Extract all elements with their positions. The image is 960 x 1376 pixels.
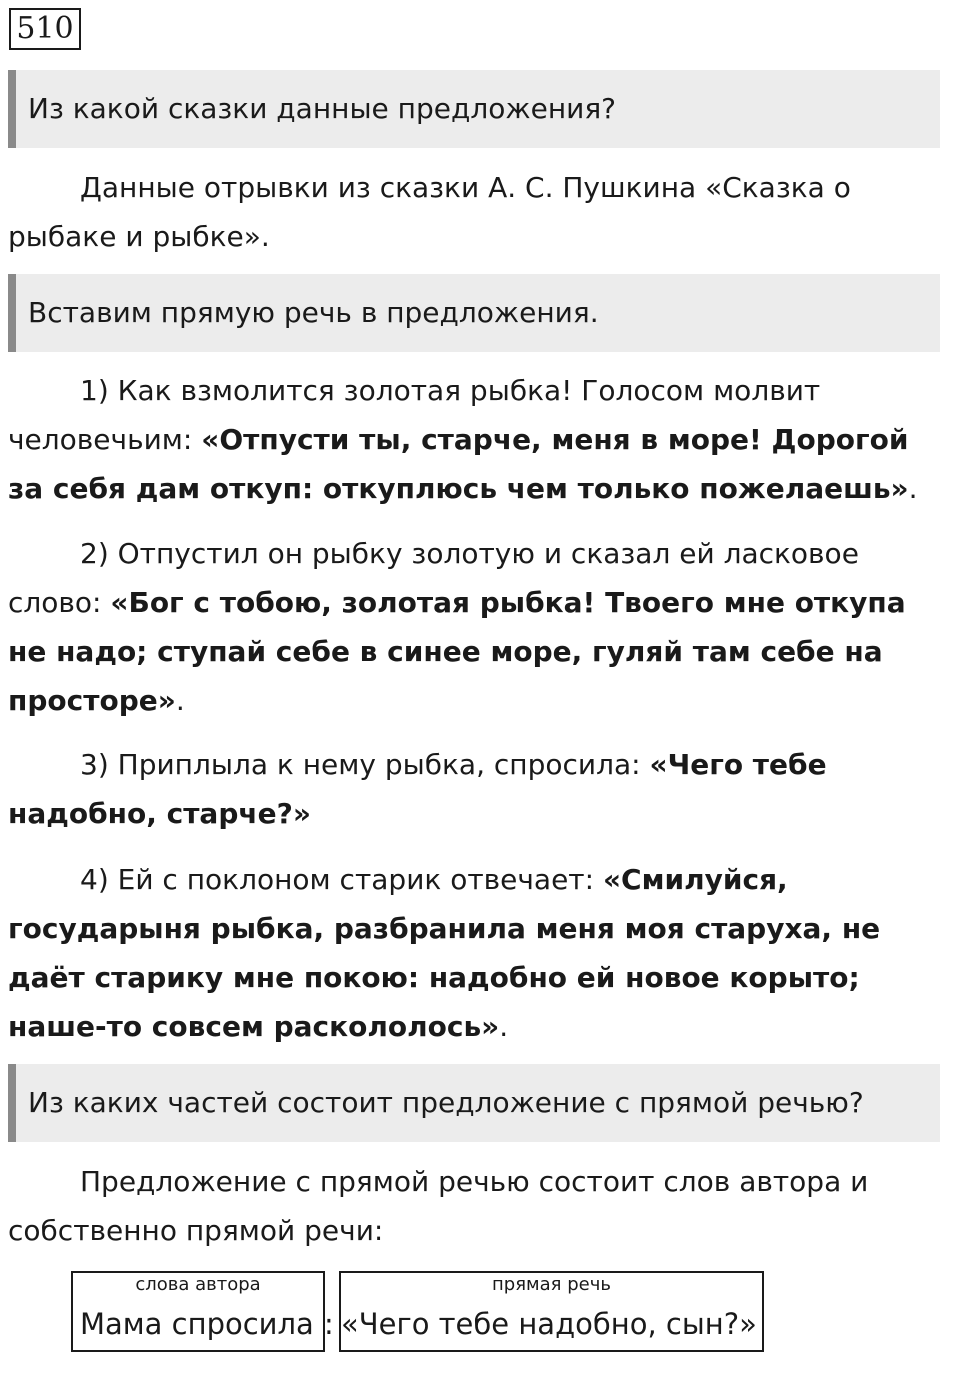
punctuation: . [175,684,185,717]
example-item-1 [8,366,944,513]
punctuation: . [908,472,918,505]
exercise-number: 510 [9,8,81,50]
question-text: Вставим прямую речь в предложения. [28,296,599,329]
question-text: Из каких частей состоит предложение с прямой речью? [28,1086,864,1119]
colon-mark: : [324,1307,334,1341]
direct-speech-example: «Чего тебе надобно, сын?» [341,1307,757,1341]
punctuation: . [499,1010,509,1043]
author-words: 3) Приплыла к нему рыбка, спросила: [80,748,650,781]
direct-speech: «Отпусти ты, старче, меня в море! Дорогой за себя дам откуп: откуплюсь чем только пожелаешь» [8,423,909,505]
direct-speech: «Бог с тобою, золотая рыбка! Твоего мне откупа не надо; ступай себе в синее море, гуляй там себе на просторе» [8,586,906,717]
direct-speech: «Чего тебе надобно, старче?» [8,748,827,830]
question-bar-3 [8,1064,940,1142]
question-text: Из какой сказки данные предложения? [28,92,617,125]
author-words-example: Мама спросила [80,1307,314,1341]
direct-speech-caption: прямая речь [492,1274,611,1295]
author-words: 2) Отпустил он рыбку золотую и сказал ей ласковое слово: [8,537,859,619]
answer-paragraph-3: Предложение с прямой речью состоит слов автора и собственно прямой речи: [8,1165,869,1247]
answer-paragraph-1: Данные отрывки из сказки А. С. Пушкина «Сказка о рыбаке и рыбке». [8,171,851,253]
question-bar-2 [8,274,940,352]
example-item-2 [8,529,944,725]
direct-speech: «Смилуйся, государыня рыбка, разбранила меня моя старуха, не даёт старику мне покою: надобно ей новое корыто; наше-то совсем раскололось» [8,863,881,1043]
author-words-caption: слова автора [135,1274,261,1295]
example-item-4 [8,855,944,1051]
example-item-3 [8,740,944,838]
question-bar-1 [8,70,940,148]
author-words: 4) Ей с поклоном старик отвечает: [80,863,603,896]
author-words: 1) Как взмолится золотая рыбка! Голосом молвит человечьим: [8,374,821,456]
